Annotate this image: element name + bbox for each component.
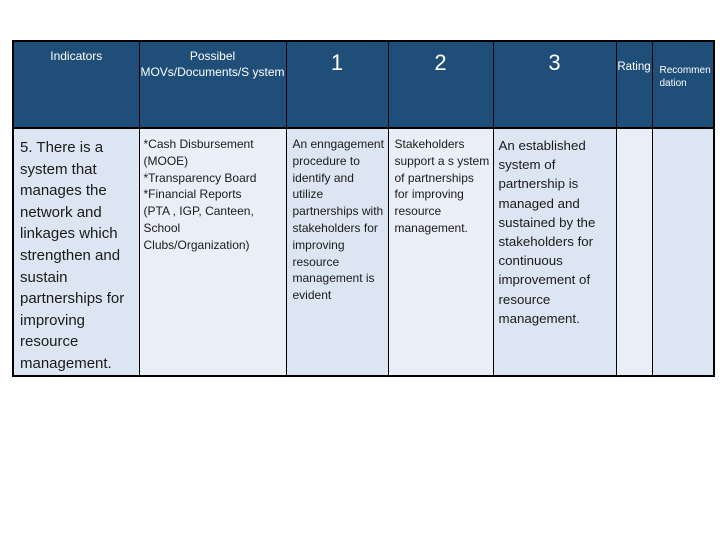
movs-line: *Transparency Board xyxy=(143,170,257,185)
header-level-2: 2 xyxy=(388,41,493,128)
header-level-3: 3 xyxy=(493,41,616,128)
cell-recommendation[interactable] xyxy=(652,128,714,376)
header-rating: Rating xyxy=(616,41,652,128)
cell-movs xyxy=(139,128,286,376)
header-row xyxy=(13,41,714,128)
movs-line: *Cash Disbursement xyxy=(143,137,254,151)
movs-line: (MOOE) xyxy=(143,153,189,168)
header-indicators: Indicators xyxy=(13,41,139,128)
cell-level-2: Stakeholders support a s ystem of partnerships for improving resource management. xyxy=(388,128,493,376)
movs-line: *Financial Reports xyxy=(143,187,242,202)
movs-line: (PTA , IGP, Canteen, xyxy=(143,204,254,219)
movs-line: School xyxy=(143,220,181,235)
header-movs: Possibel MOVs/Documents/S ystem xyxy=(139,41,286,128)
table-row xyxy=(13,128,714,376)
cell-rating[interactable] xyxy=(616,128,652,376)
header-recommendation: Recommen dation xyxy=(652,41,714,128)
indicator-rubric-table xyxy=(12,40,715,377)
movs-line: Clubs/Organization) xyxy=(143,237,250,252)
cell-level-1: An enngagement procedure to identify and utilize partnerships with stakeholders for improving resource management is evident xyxy=(286,128,388,376)
cell-level-3: An established system of partnership is managed and sustained by the stakeholders for continuous improvement of resource management. xyxy=(493,128,616,376)
cell-indicator: 5. There is a system that manages the network and linkages which strengthen and sustain partnerships for improving resource management. xyxy=(13,128,139,376)
header-level-1: 1 xyxy=(286,41,388,128)
